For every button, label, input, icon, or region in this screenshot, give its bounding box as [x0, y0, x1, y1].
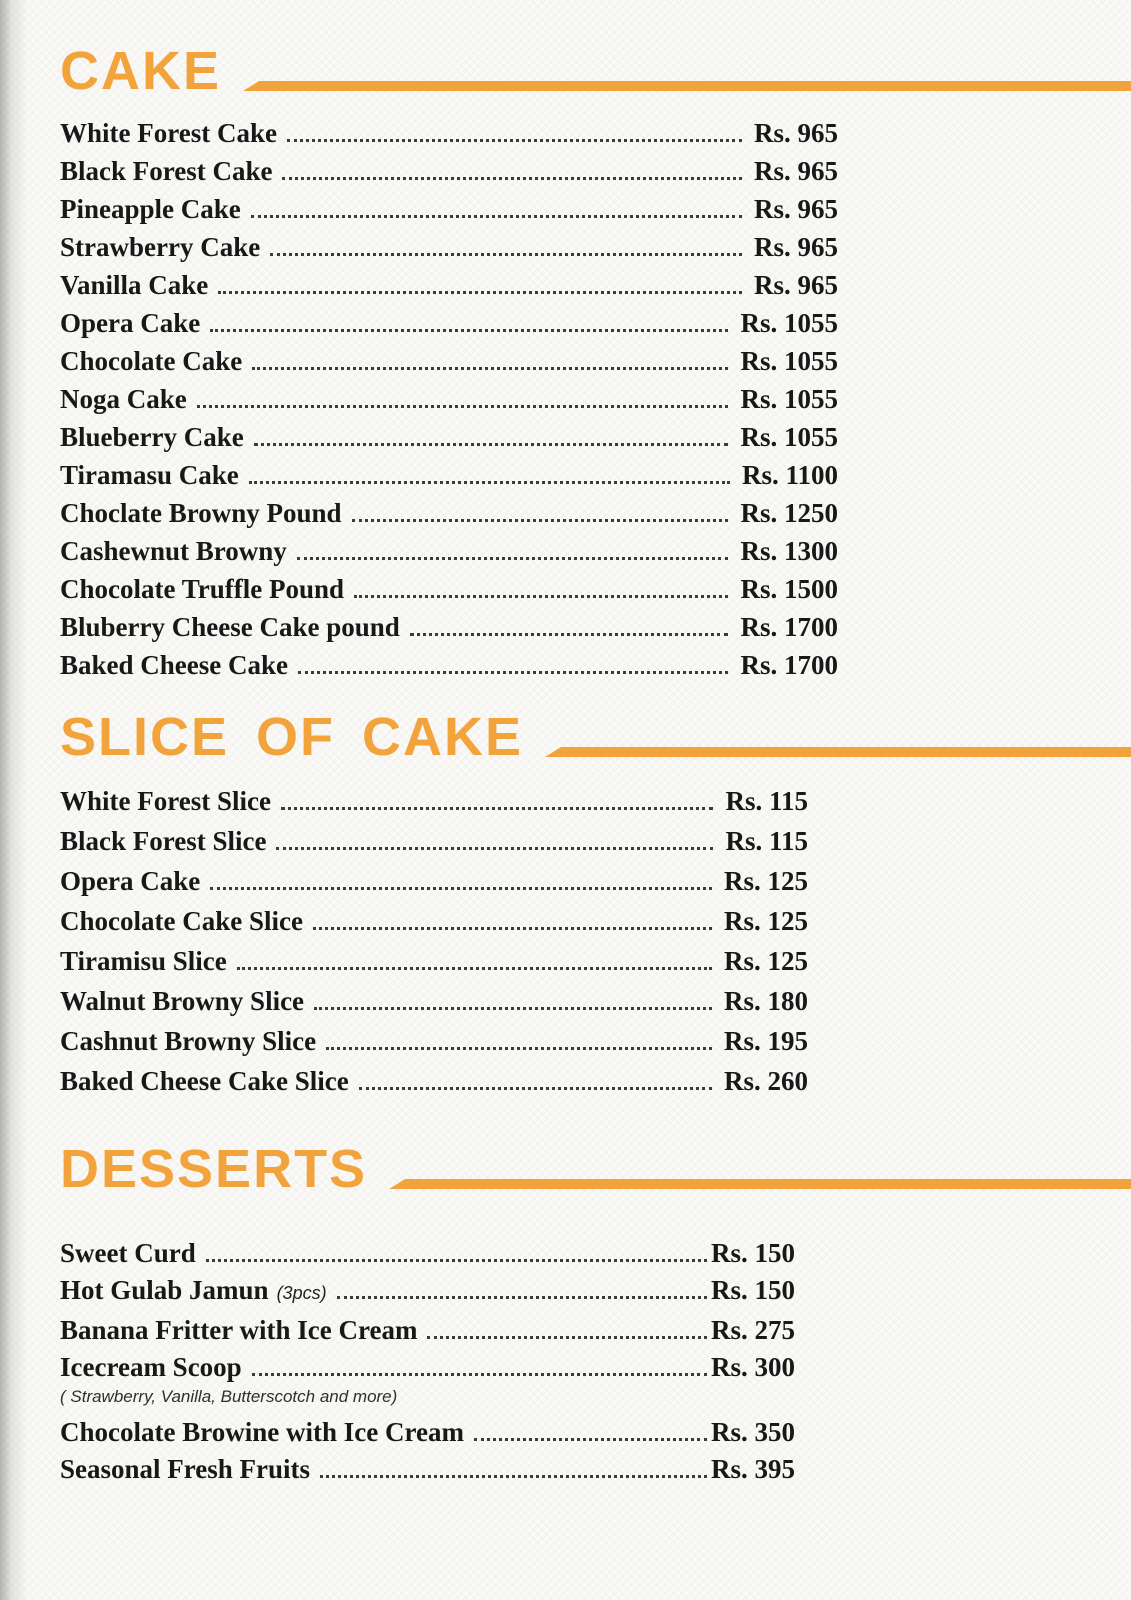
- section-underline: [243, 81, 1131, 91]
- menu-item-price: Rs. 115: [725, 786, 808, 816]
- menu-item-name: Noga Cake: [60, 384, 187, 414]
- menu-item-name: Walnut Browny Slice: [60, 986, 305, 1016]
- menu-item-row: [60, 1066, 808, 1096]
- menu-item-price: Rs. 965: [753, 270, 838, 300]
- menu-item-price: Rs. 965: [753, 232, 838, 262]
- menu-item-name: Pineapple Cake: [60, 194, 241, 224]
- menu-item: [60, 1417, 1131, 1447]
- menu-item-price: Rs. 350: [710, 1417, 795, 1447]
- menu-item: [60, 308, 1131, 338]
- menu-item-name: Strawberry Cake: [60, 232, 261, 262]
- menu-item-row: [60, 1026, 808, 1056]
- menu-item-name: Tiramisu Slice: [60, 946, 227, 976]
- menu-item-row: [60, 1454, 795, 1484]
- menu-item-name: Chocolate Cake: [60, 346, 243, 376]
- menu-item-row: [60, 118, 838, 148]
- menu-item-row: [60, 986, 808, 1016]
- menu-item-price: Rs. 275: [710, 1315, 795, 1345]
- section-title: SLICE OF CAKE: [60, 707, 524, 767]
- menu-item-price: Rs. 150: [710, 1238, 795, 1268]
- menu-item-row: [60, 460, 838, 490]
- menu-item-name: Chocolate Cake Slice: [60, 906, 303, 936]
- dotted-leader: [281, 807, 714, 810]
- menu-item-name: Blueberry Cake: [60, 422, 244, 452]
- dotted-leader: [270, 253, 742, 256]
- dotted-leader: [206, 1259, 707, 1262]
- menu-item: [60, 194, 1131, 224]
- menu-item-price: Rs. 1055: [740, 346, 838, 376]
- menu-item-price: Rs. 125: [723, 946, 808, 976]
- menu-item: [60, 1026, 1131, 1056]
- menu-item: [60, 232, 1131, 262]
- menu-item-price: Rs. 1250: [740, 498, 838, 528]
- menu-item-name: Opera Cake: [60, 866, 201, 896]
- menu-item: [60, 612, 1131, 642]
- menu-item-name: White Forest Cake: [60, 118, 277, 148]
- dotted-leader: [298, 671, 728, 674]
- menu-item-price: Rs. 1300: [740, 536, 838, 566]
- dotted-leader: [326, 1047, 712, 1050]
- menu-item: [60, 1352, 1131, 1407]
- menu-item-name: Bluberry Cheese Cake pound: [60, 612, 400, 642]
- menu-item: [60, 536, 1131, 566]
- menu-item-price: Rs. 395: [710, 1454, 795, 1484]
- menu-item-price: Rs. 1055: [740, 384, 838, 414]
- menu-item-price: Rs. 1500: [740, 574, 838, 604]
- dotted-leader: [337, 1296, 707, 1299]
- menu-item: [60, 346, 1131, 376]
- menu-item-name: Chocolate Truffle Pound: [60, 574, 345, 604]
- menu-item-price: Rs. 300: [710, 1352, 795, 1382]
- menu-body: [0, 41, 1131, 1484]
- menu-item: [60, 986, 1131, 1016]
- dotted-leader: [251, 215, 742, 218]
- menu-item: [60, 384, 1131, 414]
- menu-item-price: Rs. 115: [725, 826, 808, 856]
- menu-item: [60, 1315, 1131, 1345]
- section-underline: [389, 1179, 1131, 1189]
- menu-item-row: [60, 232, 838, 262]
- menu-item-row: [60, 270, 838, 300]
- menu-item-row: [60, 422, 838, 452]
- dotted-leader: [237, 967, 712, 970]
- menu-item-name: Cashnut Browny Slice: [60, 1026, 317, 1056]
- dotted-leader: [410, 633, 729, 636]
- dotted-leader: [254, 443, 729, 446]
- menu-item-name: Icecream Scoop: [60, 1352, 242, 1382]
- menu-item-price: Rs. 1055: [740, 422, 838, 452]
- menu-item-note: ( Strawberry, Vanilla, Butterscotch and more): [60, 1387, 398, 1406]
- menu-item-price: Rs. 180: [723, 986, 808, 1016]
- dotted-leader: [249, 481, 730, 484]
- menu-item-price: Rs. 260: [723, 1066, 808, 1096]
- dotted-leader: [474, 1438, 707, 1441]
- menu-item: [60, 1275, 1131, 1308]
- menu-item-name: Black Forest Slice: [60, 826, 267, 856]
- menu-item-price: Rs. 125: [723, 906, 808, 936]
- dotted-leader: [282, 177, 742, 180]
- section-header: [60, 707, 1131, 767]
- menu-item-row: [60, 384, 838, 414]
- menu-item-qualifier: (3pcs): [276, 1283, 327, 1303]
- menu-item-row: [60, 1315, 795, 1345]
- menu-item-row: [60, 156, 838, 186]
- menu-item: [60, 1238, 1131, 1268]
- dotted-leader: [359, 1087, 712, 1090]
- menu-item-row: [60, 346, 838, 376]
- menu-item: [60, 1454, 1131, 1484]
- menu-item: [60, 118, 1131, 148]
- menu-item-row: [60, 650, 838, 680]
- dotted-leader: [197, 405, 729, 408]
- menu-item-row: [60, 498, 838, 528]
- menu-item-price: Rs. 150: [710, 1275, 795, 1305]
- menu-item: [60, 906, 1131, 936]
- dotted-leader: [427, 1336, 707, 1339]
- menu-item-name: Cashewnut Browny: [60, 536, 287, 566]
- menu-item-price: Rs. 195: [723, 1026, 808, 1056]
- section-title: CAKE: [60, 41, 222, 101]
- menu-item-row: [60, 1352, 795, 1382]
- menu-item-row: [60, 1275, 795, 1308]
- menu-item-name: Opera Cake: [60, 308, 201, 338]
- menu-item-price: Rs. 1055: [740, 308, 838, 338]
- dotted-leader: [297, 557, 729, 560]
- menu-item: [60, 156, 1131, 186]
- menu-item: [60, 460, 1131, 490]
- menu-item-row: [60, 946, 808, 976]
- menu-item: [60, 270, 1131, 300]
- dotted-leader: [210, 329, 728, 332]
- menu-item-name: Baked Cheese Cake Slice: [60, 1066, 349, 1096]
- dotted-leader: [210, 887, 712, 890]
- menu-item-price: Rs. 1100: [741, 460, 838, 490]
- menu-item-name: Chocolate Browine with Ice Cream: [60, 1417, 464, 1447]
- menu-item-name: Seasonal Fresh Fruits: [60, 1454, 311, 1484]
- dotted-leader: [320, 1475, 707, 1478]
- dotted-leader: [252, 1373, 707, 1376]
- dotted-leader: [287, 139, 742, 142]
- menu-item: [60, 498, 1131, 528]
- section-underline: [545, 747, 1131, 757]
- menu-item-name: Tiramasu Cake: [60, 460, 239, 490]
- menu-section-desserts: [0, 1139, 1131, 1484]
- menu-item-row: [60, 786, 808, 816]
- menu-item: [60, 786, 1131, 816]
- dotted-leader: [314, 1007, 712, 1010]
- menu-item-name: Hot Gulab Jamun: [60, 1275, 269, 1305]
- menu-item-price: Rs. 125: [723, 866, 808, 896]
- dotted-leader: [252, 367, 728, 370]
- menu-item-row: [60, 1417, 795, 1447]
- menu-item-price: Rs. 965: [753, 118, 838, 148]
- menu-item-name: Banana Fritter with Ice Cream: [60, 1315, 418, 1345]
- section-items: [60, 1238, 1131, 1484]
- section-items: [60, 786, 1131, 1096]
- menu-item-row: [60, 826, 808, 856]
- menu-item: [60, 1066, 1131, 1096]
- menu-item: [60, 826, 1131, 856]
- menu-item-price: Rs. 1700: [740, 612, 838, 642]
- menu-item-name: Black Forest Cake: [60, 156, 273, 186]
- section-header: [60, 1139, 1131, 1199]
- menu-section-cake: [0, 41, 1131, 680]
- menu-item: [60, 422, 1131, 452]
- dotted-leader: [276, 847, 713, 850]
- dotted-leader: [313, 927, 712, 930]
- menu-item-price: Rs. 1700: [740, 650, 838, 680]
- menu-item: [60, 946, 1131, 976]
- section-header: [60, 41, 1131, 101]
- menu-item-name: Vanilla Cake: [60, 270, 209, 300]
- menu-item: [60, 866, 1131, 896]
- menu-item-row: [60, 574, 838, 604]
- menu-section-slice-of-cake: [0, 707, 1131, 1096]
- section-items: [60, 118, 1131, 680]
- section-title: DESSERTS: [60, 1139, 368, 1199]
- dotted-leader: [354, 595, 728, 598]
- menu-item-name: Sweet Curd: [60, 1238, 196, 1268]
- dotted-leader: [218, 291, 742, 294]
- dotted-leader: [352, 519, 729, 522]
- menu-item-name: Choclate Browny Pound: [60, 498, 342, 528]
- menu-item-row: [60, 612, 838, 642]
- menu-item: [60, 650, 1131, 680]
- menu-item-row: [60, 866, 808, 896]
- menu-item-row: [60, 194, 838, 224]
- menu-item-row: [60, 1238, 795, 1268]
- menu-item-name: White Forest Slice: [60, 786, 271, 816]
- menu-item-row: [60, 536, 838, 566]
- menu-item: [60, 574, 1131, 604]
- menu-item-row: [60, 308, 838, 338]
- menu-item-row: [60, 906, 808, 936]
- menu-item-name: Baked Cheese Cake: [60, 650, 288, 680]
- menu-item-price: Rs. 965: [753, 194, 838, 224]
- menu-item-price: Rs. 965: [753, 156, 838, 186]
